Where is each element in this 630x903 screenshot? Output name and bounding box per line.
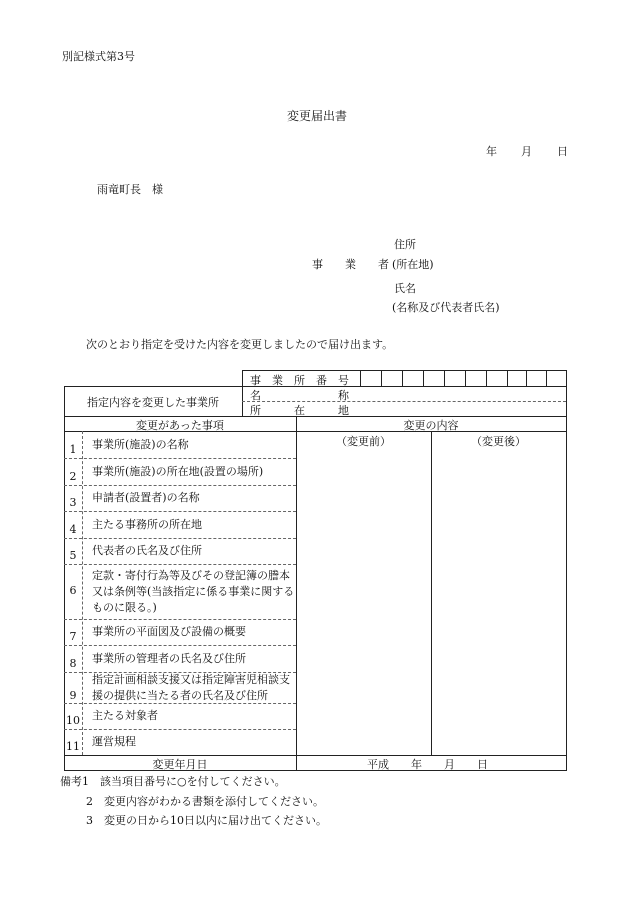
change-date-value: 平成 年 月 日 bbox=[367, 758, 488, 771]
item-number: 8 bbox=[69, 657, 77, 670]
item-text: 事業所の平面図及び設備の概要 bbox=[92, 625, 246, 638]
table-line bbox=[360, 370, 361, 386]
item-number: 7 bbox=[69, 630, 77, 643]
item-text: 運営規程 bbox=[92, 735, 136, 748]
before-label: （変更前） bbox=[336, 435, 391, 448]
changed-items-header: 変更があった事項 bbox=[136, 419, 224, 432]
office-name-label: 名 称 bbox=[250, 389, 349, 402]
form-number-label: 別記様式第3号 bbox=[62, 50, 135, 63]
table-line bbox=[64, 511, 296, 512]
date-year: 年 bbox=[486, 145, 497, 158]
table-line bbox=[507, 370, 508, 386]
office-number-label: 事 業 所 番 号 bbox=[250, 374, 349, 387]
item-text: 指定計画相談支援又は指定障害児相談支援の提供に当たる者の氏名及び住所 bbox=[92, 673, 290, 702]
item-text: 主たる事務所の所在地 bbox=[92, 518, 202, 531]
note-3: 3 変更の日から10日以内に届け出てください。 bbox=[86, 814, 327, 827]
table-line bbox=[546, 370, 547, 386]
table-line bbox=[64, 645, 296, 646]
table-line bbox=[64, 458, 296, 459]
item-text: 定款・寄付行為等及びその登記簿の謄本又は条例等(当該指定に係る事業に関するものに限る。) bbox=[92, 569, 295, 614]
office-location-label: 所 在 地 bbox=[250, 404, 349, 417]
item-text: 事業所(施設)の名称 bbox=[92, 438, 189, 451]
item-number: 6 bbox=[69, 584, 77, 597]
item-text: 事業所の管理者の氏名及び住所 bbox=[92, 652, 246, 665]
item-number: 10 bbox=[66, 714, 80, 727]
table-line bbox=[381, 370, 382, 386]
table-line bbox=[402, 370, 403, 386]
item-number: 3 bbox=[69, 496, 77, 509]
changed-office-label: 指定内容を変更した事業所 bbox=[87, 396, 219, 409]
item-text: 代表者の氏名及び住所 bbox=[92, 544, 202, 557]
table-line bbox=[242, 370, 243, 417]
table-line bbox=[64, 538, 296, 539]
note-2: 2 変更内容がわかる書類を添付してください。 bbox=[86, 795, 324, 808]
table-line bbox=[296, 416, 297, 771]
after-label: （変更後） bbox=[471, 435, 526, 448]
item-text: 主たる対象者 bbox=[92, 709, 158, 722]
item-number: 11 bbox=[66, 740, 80, 753]
table-line bbox=[526, 370, 527, 386]
date-month: 月 bbox=[521, 145, 532, 158]
change-content-header: 変更の内容 bbox=[403, 419, 459, 432]
applicant-address-label: 住所 bbox=[394, 238, 416, 251]
item-text: 事業所(施設)の所在地(設置の場所) bbox=[92, 465, 264, 478]
table-line bbox=[64, 485, 296, 486]
table-line bbox=[566, 370, 567, 771]
change-date-label: 変更年月日 bbox=[152, 758, 208, 771]
applicant-label: 事 業 者 bbox=[312, 258, 389, 271]
table-line bbox=[82, 431, 83, 755]
intro-text: 次のとおり指定を受けた内容を変更しましたので届け出ます。 bbox=[86, 338, 394, 351]
table-line bbox=[64, 729, 296, 730]
table-line bbox=[242, 370, 566, 371]
item-text: 申請者(設置者)の名称 bbox=[92, 491, 200, 504]
table-line bbox=[423, 370, 424, 386]
date-day: 日 bbox=[557, 145, 568, 158]
table-line bbox=[465, 370, 466, 386]
applicant-address-sub: (所在地) bbox=[392, 258, 434, 271]
item-number: 9 bbox=[69, 689, 77, 702]
item-number: 1 bbox=[69, 443, 77, 456]
table-line bbox=[486, 370, 487, 386]
applicant-name-label: 氏名 bbox=[394, 282, 416, 295]
table-line bbox=[431, 431, 432, 756]
item-number: 5 bbox=[69, 549, 77, 562]
item-number: 4 bbox=[69, 523, 77, 536]
table-line bbox=[444, 370, 445, 386]
table-line bbox=[64, 564, 296, 565]
addressee: 雨竜町長 様 bbox=[97, 183, 163, 196]
document-title: 変更届出書 bbox=[287, 109, 348, 123]
table-line bbox=[64, 619, 296, 620]
applicant-name-sub: (名称及び代表者氏名) bbox=[392, 301, 500, 314]
item-number: 2 bbox=[69, 470, 77, 483]
note-1: 備考1 該当項目番号に○を付してください。 bbox=[60, 775, 286, 788]
